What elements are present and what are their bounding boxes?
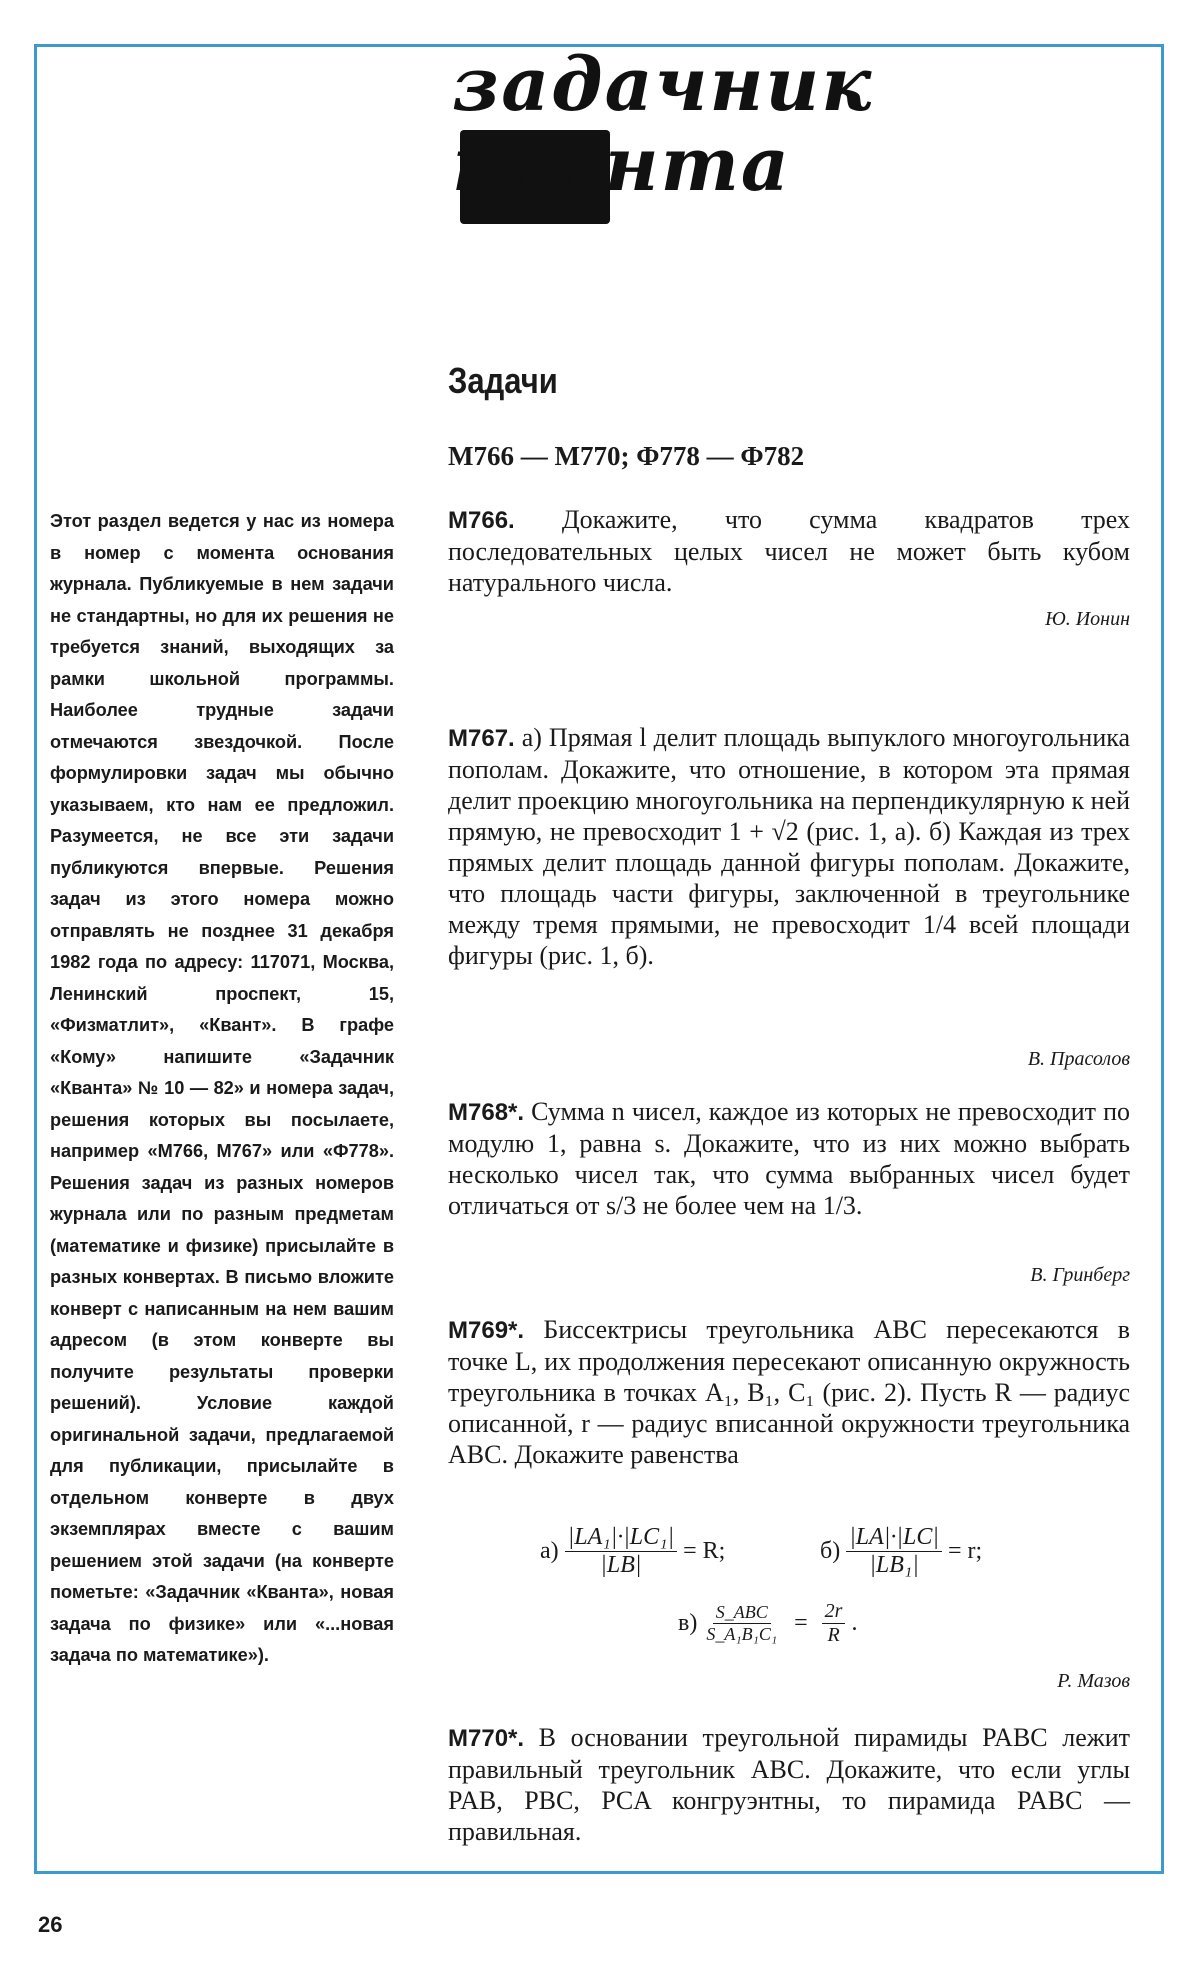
problem-text: В основании треугольной пирамиды PABC лежит правильный треугольник ABC. Докажите, что если углы PAB, PBC, PCA конгруэнтны, то пирамида PABC — правильная. [448,1723,1130,1846]
fraction [846,1524,942,1579]
denominator: S_A₁B₁C₁ [706,1624,778,1644]
page-title: Задачи [448,360,558,401]
problem-author: В. Гринберг [1030,1264,1130,1286]
page-number: 26 [38,1912,63,1937]
logo-line-1: задачник [452,42,874,128]
formula-b [820,1524,982,1579]
problem-m768 [448,1096,1130,1221]
problem-m770 [448,1722,1130,1847]
problem-author: Р. Мазов [1057,1670,1130,1692]
numerator: |LA|·|LC| [846,1524,942,1552]
problem-text: а) Прямая l делит площадь выпуклого многоугольника пополам. Докажите, что отношение, в котором эта прямая делит проекцию многоугольника на перпендикулярную к ней прямую, не превосходит 1 + √2 (рис. 1, а). б) Каждая из трех прямых делит площадь данной фигуры пополам. Докажите, что площадь части фигуры, заключенной в треугольнике между тремя прямыми, не превосходит 1/4 всей площади фигуры (рис. 1, б). [448,723,1131,970]
problem-id: М766. [448,507,515,534]
problem-text: Сумма n чисел, каждое из которых не превосходит по модулю 1, равна s. Докажите, что из них можно выбрать несколько чисел так, что сумма выбранных чисел будет отличаться от s/3 не более чем на 1/3. [448,1097,1131,1220]
section-logo [452,42,874,228]
formula-label: а) [540,1538,559,1564]
numerator: S_ABC [713,1602,771,1624]
formula-label: в) [678,1610,698,1636]
problem-text: Биссектрисы треугольника ABC пересекаются в точке L, их продолжения пересекают описанную окружность треугольника в точках A₁, B₁, C₁ (рис. 2). Пусть R — радиус описанной, r — радиус вписанной окружности треугольника ABC. Докажите равенства [448,1315,1131,1469]
problem-id: М770*. [448,1725,525,1752]
formula-a [540,1524,725,1579]
formula-c [678,1600,857,1647]
problem-range: М766 — М770; Ф778 — Ф782 [448,441,805,471]
problem-m767 [448,722,1130,971]
denominator: |LB| [600,1552,642,1578]
problem-id: М768*. [448,1099,525,1126]
fraction [703,1602,780,1645]
numerator: 2r [822,1600,846,1624]
problem-m769 [448,1314,1130,1470]
logo-line-2 [452,122,791,208]
numerator: |LA₁|·|LC₁| [565,1524,677,1552]
formula-end: . [851,1610,858,1636]
logo-line-2-text: кванта [452,122,791,208]
problem-author: Ю. Ионин [1045,608,1130,630]
problem-text: Докажите, что сумма квадратов трех последовательных целых чисел не может быть кубом натурального числа. [448,505,1131,597]
sidebar-note: Этот раздел ведется у нас из номера в номер с момента основания журнала. Публикуемые в нем задачи не стандартны, но для их решения не требуется знаний, выходящих за рамки школьной программы. Наиболее трудные задачи отмечаются звездочкой. После формулировки задач мы обычно указываем, кто нам ее предложил. Разумеется, не все эти задачи публикуются впервые. Решения задач из этого номера можно отправлять не позднее 31 декабря 1982 года по адресу: 117071, Москва, Ленинский проспект, 15, «Физматлит», «Квант». В графе «Кому» напишите «Задачник «Кванта» № 10 — 82» и номера задач, решения которых вы посылаете, например «М766, М767» или «Ф778». Решения задач из разных номеров журнала или по разным предметам (математике и физике) присылайте в разных конвертах. В письмо вложите конверт с написанным на нем вашим адресом (в этом конверте вы получите результаты проверки решений). Условие каждой оригинальной задачи, предлагаемой для публикации, присылайте в отдельном конверте в двух экземплярах вместе с вашим решением этой задачи (на конверте пометьте: «Задачник «Кванта», новая задача по физике» или «...новая задача по математике»). [50,511,394,1665]
formula-label: б) [820,1538,841,1564]
fraction [822,1600,846,1647]
problem-id: М769*. [448,1317,525,1344]
formula-rhs: = R; [683,1538,726,1564]
denominator: R [827,1624,840,1646]
formula-rhs: = r; [947,1538,983,1564]
problem-id: М767. [448,725,515,752]
denominator: |LB₁| [869,1552,919,1578]
problem-author: В. Прасолов [1027,1048,1130,1070]
fraction [565,1524,677,1579]
problem-m766 [448,504,1130,598]
equals-sign: = [794,1610,808,1636]
